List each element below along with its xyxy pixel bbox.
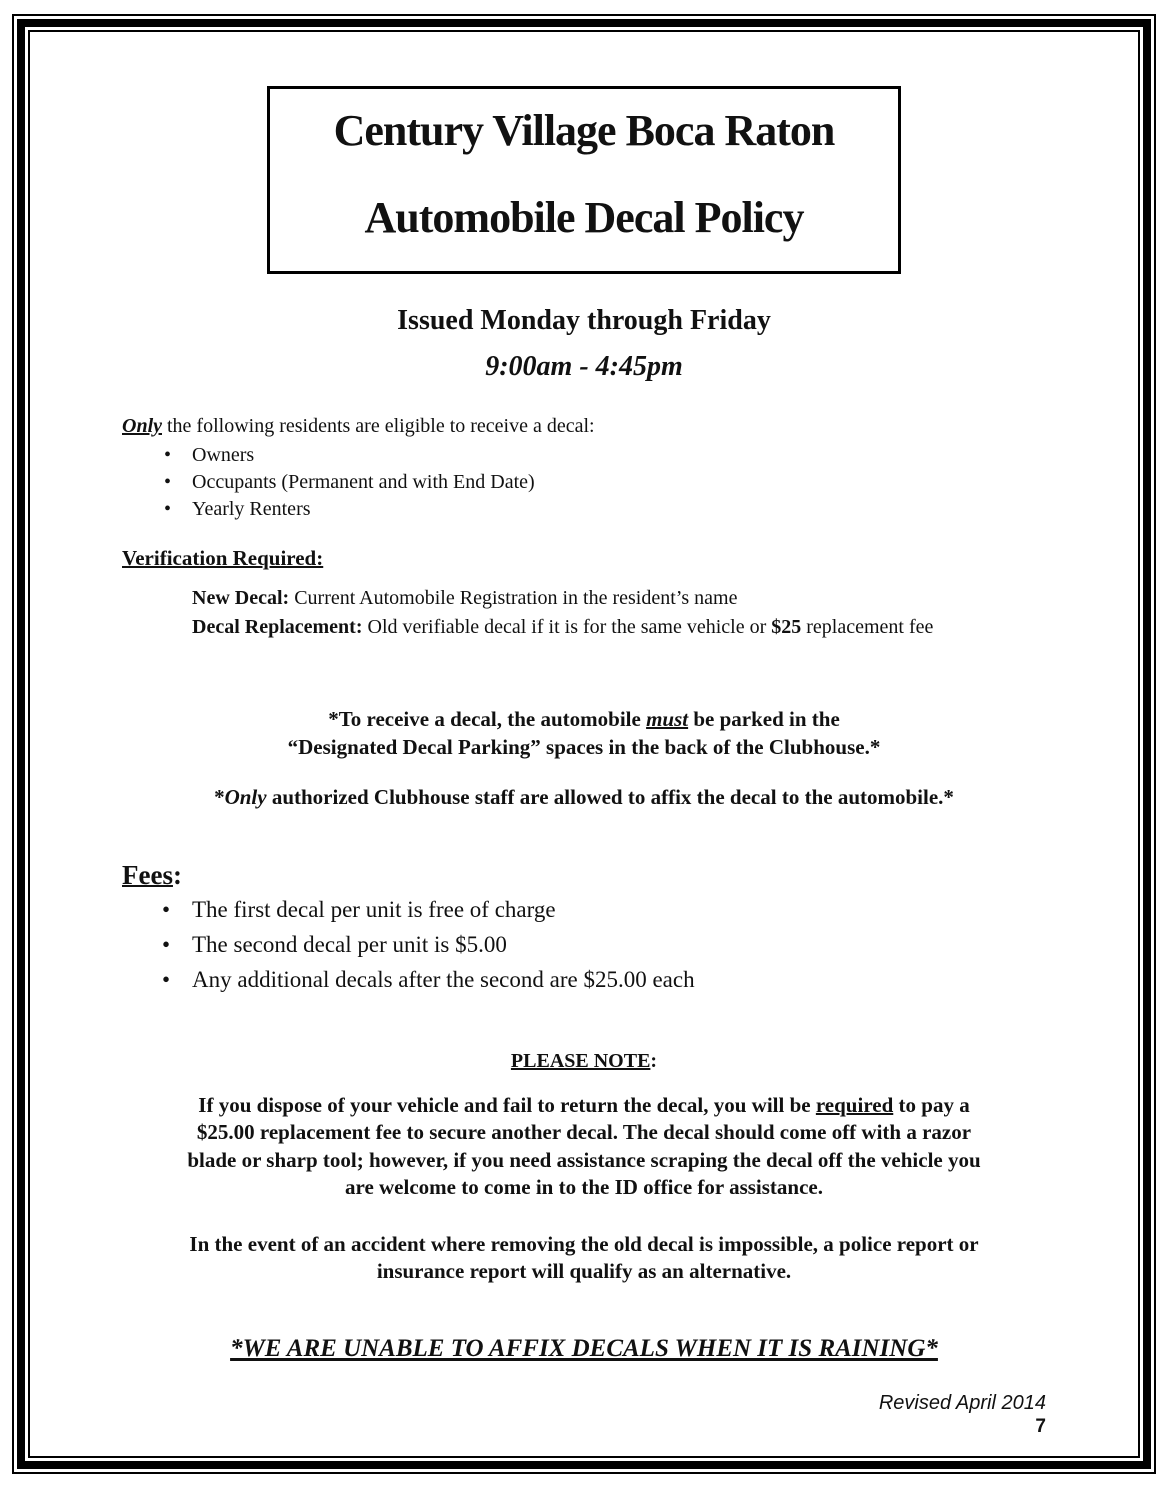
- list-item: [122, 927, 1046, 962]
- verification-heading: Verification Required:: [122, 545, 324, 570]
- revised-date: Revised April 2014: [878, 1391, 1046, 1414]
- list-item: [122, 469, 1046, 496]
- issued-days-heading: Issued Monday through Friday: [397, 304, 771, 336]
- page-border-inner: [28, 30, 1140, 1458]
- list-item: [122, 442, 1046, 469]
- list-item-label: Yearly Renters: [192, 497, 311, 520]
- list-item-label: The second decal per unit is $5.00: [192, 931, 507, 957]
- note-p1-l1-before: If you dispose of your vehicle and fail to return the decal, you will be: [198, 1092, 816, 1117]
- bullet-icon: •: [164, 443, 172, 466]
- staff-note: [122, 783, 1046, 811]
- decal-replacement-fee: $25: [771, 615, 802, 638]
- document-title-line-2: Automobile Decal Policy: [364, 192, 804, 242]
- fees-heading-text: Fees: [122, 859, 173, 890]
- list-item-label: Any additional decals after the second are $25.00 each: [192, 966, 695, 992]
- decal-replacement-text-2: replacement fee: [801, 615, 934, 638]
- new-decal-row: [122, 584, 1046, 613]
- staff-note-rest: authorized Clubhouse staff are allowed to affix the decal to the automobile.*: [266, 784, 954, 809]
- staff-note-emphasis: Only: [224, 784, 267, 809]
- parking-note: [122, 705, 1046, 761]
- parking-note-line-1-after: be parked in the: [688, 706, 840, 731]
- please-note-heading-text: PLEASE NOTE: [510, 1049, 651, 1072]
- please-note-heading-colon: :: [650, 1049, 658, 1072]
- note-p1-emphasis: required: [815, 1092, 894, 1117]
- list-item-label: Owners: [192, 443, 255, 466]
- list-item: [122, 496, 1046, 523]
- eligibility-list: [122, 442, 1046, 523]
- bullet-icon: •: [164, 497, 172, 520]
- list-item-label: Occupants (Permanent and with End Date): [192, 470, 535, 493]
- note-paragraph-1-line-1: [122, 1092, 1046, 1120]
- note-paragraph-1-line-2: $25.00 replacement fee to secure another decal. The decal should come off with a razor: [196, 1120, 972, 1145]
- decal-replacement-text-1: Old verifiable decal if it is for the same vehicle or: [362, 615, 772, 638]
- fees-heading: [122, 859, 1046, 892]
- note-paragraph-2: [122, 1231, 1046, 1286]
- fees-heading-colon: :: [172, 859, 182, 890]
- page-border-outer: [12, 14, 1156, 1474]
- decal-replacement-row: [122, 613, 1046, 642]
- note-p1-l1-after: to pay a: [893, 1092, 970, 1117]
- list-item: [122, 962, 1046, 997]
- please-note-heading: [122, 1049, 1046, 1074]
- verification-rows: [122, 584, 1046, 642]
- bullet-icon: •: [162, 896, 171, 922]
- parking-note-line-1: [122, 705, 1046, 733]
- page-number: 7: [1035, 1415, 1046, 1437]
- list-item: [122, 892, 1046, 927]
- note-paragraph-1: [122, 1092, 1046, 1202]
- new-decal-label: New Decal:: [192, 586, 290, 609]
- parking-note-line-1-before: *To receive a decal, the automobile: [328, 706, 647, 731]
- bullet-icon: •: [164, 470, 172, 493]
- staff-note-asterisk: *: [214, 784, 225, 809]
- bullet-icon: •: [162, 931, 171, 957]
- list-item-label: The first decal per unit is free of charge: [192, 896, 556, 922]
- note-paragraph-2-line-2: insurance report will qualify as an alternative.: [376, 1259, 792, 1284]
- fees-list: [122, 892, 1046, 997]
- note-paragraph-1-line-4: are welcome to come in to the ID office for assistance.: [345, 1175, 823, 1200]
- footer: [122, 1391, 1046, 1438]
- document-content: [30, 86, 1138, 1458]
- eligibility-intro-emphasis: Only: [122, 414, 162, 437]
- decal-replacement-label: Decal Replacement:: [192, 615, 363, 638]
- note-paragraph-1-line-3: blade or sharp tool; however, if you need assistance scraping the decal off the vehicle you: [187, 1147, 981, 1172]
- page-border-thick: [17, 19, 1151, 1469]
- eligibility-intro: [122, 413, 1046, 440]
- bullet-icon: •: [162, 966, 171, 992]
- note-paragraph-2-line-1: In the event of an accident where removing the old decal is impossible, a police report or: [189, 1231, 979, 1256]
- parking-note-emphasis: must: [646, 706, 689, 731]
- document-title-line-1: Century Village Boca Raton: [333, 106, 835, 155]
- title-box: [267, 86, 901, 274]
- parking-note-line-2: “Designated Decal Parking” spaces in the back of the Clubhouse.*: [287, 734, 881, 759]
- new-decal-text: Current Automobile Registration in the resident’s name: [289, 586, 738, 609]
- issued-hours-heading: 9:00am - 4:45pm: [485, 351, 683, 383]
- eligibility-intro-rest: the following residents are eligible to receive a decal:: [162, 414, 595, 437]
- raining-notice: *WE ARE UNABLE TO AFFIX DECALS WHEN IT IS RAINING*: [230, 1334, 938, 1362]
